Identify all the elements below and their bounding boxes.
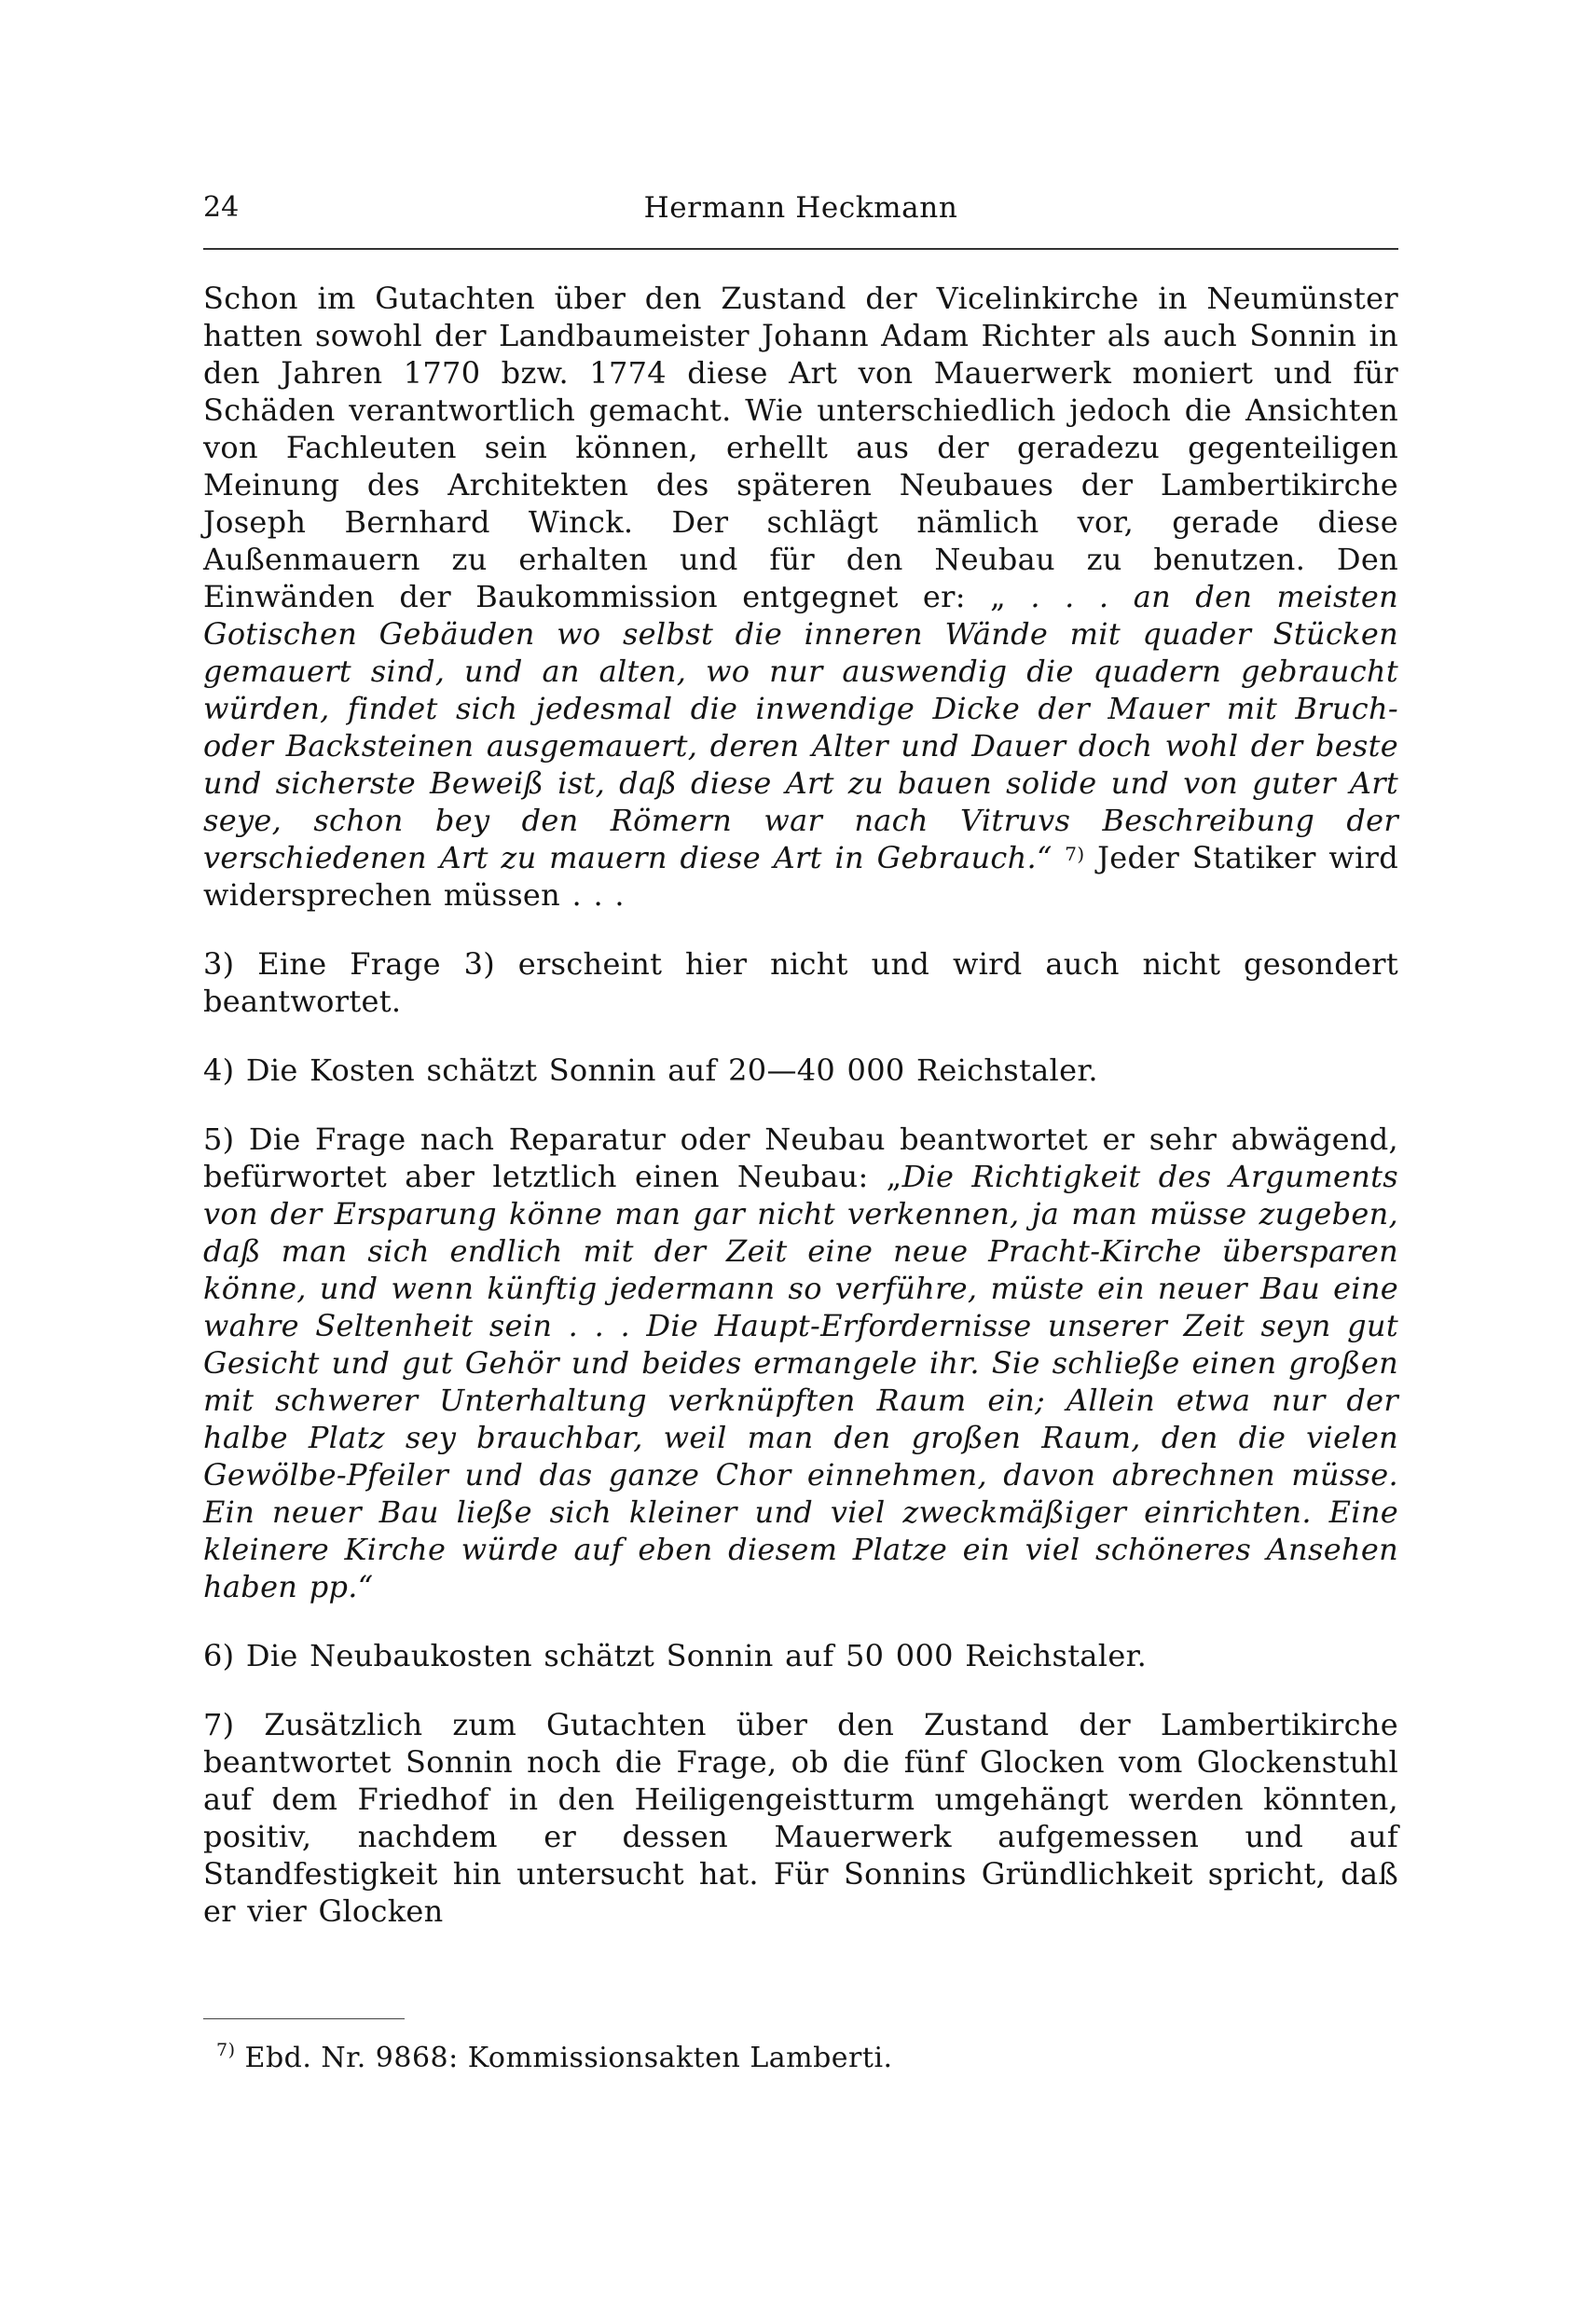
paragraph-question-3: 3) Eine Frage 3) erscheint hier nicht und wird auch nicht gesondert beantwortet. [203, 946, 1398, 1019]
page-header [203, 191, 1398, 238]
footnote-mark: 7) [216, 2040, 236, 2060]
paragraph-question-5-text: 5) Die Frage nach Reparatur oder Neubau beantwortet er sehr abwägend, befürwortet aber letztlich einen Neubau: „ [203, 1122, 1398, 1194]
paragraph-1 [203, 280, 1398, 914]
footnote-text: Ebd. Nr. 9868: Kommissionsakten Lamberti. [235, 2042, 893, 2074]
body-text [203, 280, 1398, 1961]
paragraph-1-text: Schon im Gutachten über den Zustand der Vicelinkirche in Neumünster hatten sowohl der Landbaumeister Johann Adam Richter als auch Sonnin in den Jahren 1770 bzw. 1774 diese Art von Mauerwerk moniert und für Schäden verantwortlich gemacht. Wie unterschiedlich jedoch die Ansichten von Fachleuten sein können, erhellt aus der geradezu gegenteiligen Meinung des Architekten des späteren Neubaues der Lambertikirche Joseph Bernhard Winck. Der schlägt nämlich vor, gerade diese Außenmauern zu erhalten und für den Neubau zu benutzen. Den Einwänden der Baukommission entgegnet er: „ [203, 281, 1398, 614]
paragraph-question-6: 6) Die Neubaukosten schätzt Sonnin auf 50 000 Reichstaler. [203, 1638, 1148, 1673]
footnote-reference: 7) [1065, 843, 1085, 865]
header-rule [203, 248, 1398, 250]
winck-quote: . . . an den meisten Gotischen Gebäuden wo selbst die inneren Wände mit quader Stücken gemauert sind, und an alten, wo nur auswendig die quadern gebraucht würden, findet sich jedesmal die inwendige Dicke der Mauer mit Bruch- oder Backsteinen ausgemauert, deren Alter und Dauer doch wohl der beste und sicherste Beweiß ist, daß diese Art zu bauen solide und von guter Art seye, schon bey den Römern war nach Vitruvs Beschreibung der verschiedenen Art zu mauern diese Art in Gebrauch.“ [203, 579, 1398, 875]
running-head: Hermann Heckmann [643, 191, 958, 225]
paragraph-question-4: 4) Die Kosten schätzt Sonnin auf 20—40 000 Reichstaler. [203, 1053, 1098, 1088]
paragraph-question-5 [203, 1121, 1398, 1605]
paragraph-question-7: 7) Zusätzlich zum Gutachten über den Zustand der Lambertikirche beantwortet Sonnin noch die Frage, ob die fünf Glocken vom Glockenstuhl auf dem Friedhof in den Heiligengeistturm umgehängt werden könnten, positiv, nachdem er dessen Mauerwerk aufgemessen und auf Standfestigkeit hin untersucht hat. Für Sonnins Gründlichkeit spricht, daß er vier Glocken [203, 1707, 1398, 1929]
page-number: 24 [203, 191, 240, 224]
footnote [216, 2042, 893, 2074]
sonnin-quote: Die Richtigkeit des Arguments von der Ersparung könne man gar nicht verkennen, ja man müsse zugeben, daß man sich endlich mit der Zeit eine neue Pracht-Kirche übersparen könne, und wenn künftig jedermann so verführe, müste ein neuer Bau eine wahre Seltenheit sein . . . Die Haupt-Erfordernisse unserer Zeit seyn gut Gesicht und gut Gehör und beides ermangele ihr. Sie schließe einen großen mit schwerer Unterhaltung verknüpften Raum ein; Allein etwa nur der halbe Platz sey brauchbar, weil man den großen Raum, den die vielen Gewölbe-Pfeiler und das ganze Chor einnehmen, davon abrechnen müsse. Ein neuer Bau ließe sich kleiner und viel zweckmäßiger einrichten. Eine kleinere Kirche würde auf eben diesem Platze ein viel schöneres Ansehen haben pp.“ [203, 1159, 1398, 1604]
paragraph-1-ending: Jeder Statiker wird widersprechen müssen . . . [203, 840, 1398, 913]
footnote-rule [203, 2018, 405, 2019]
